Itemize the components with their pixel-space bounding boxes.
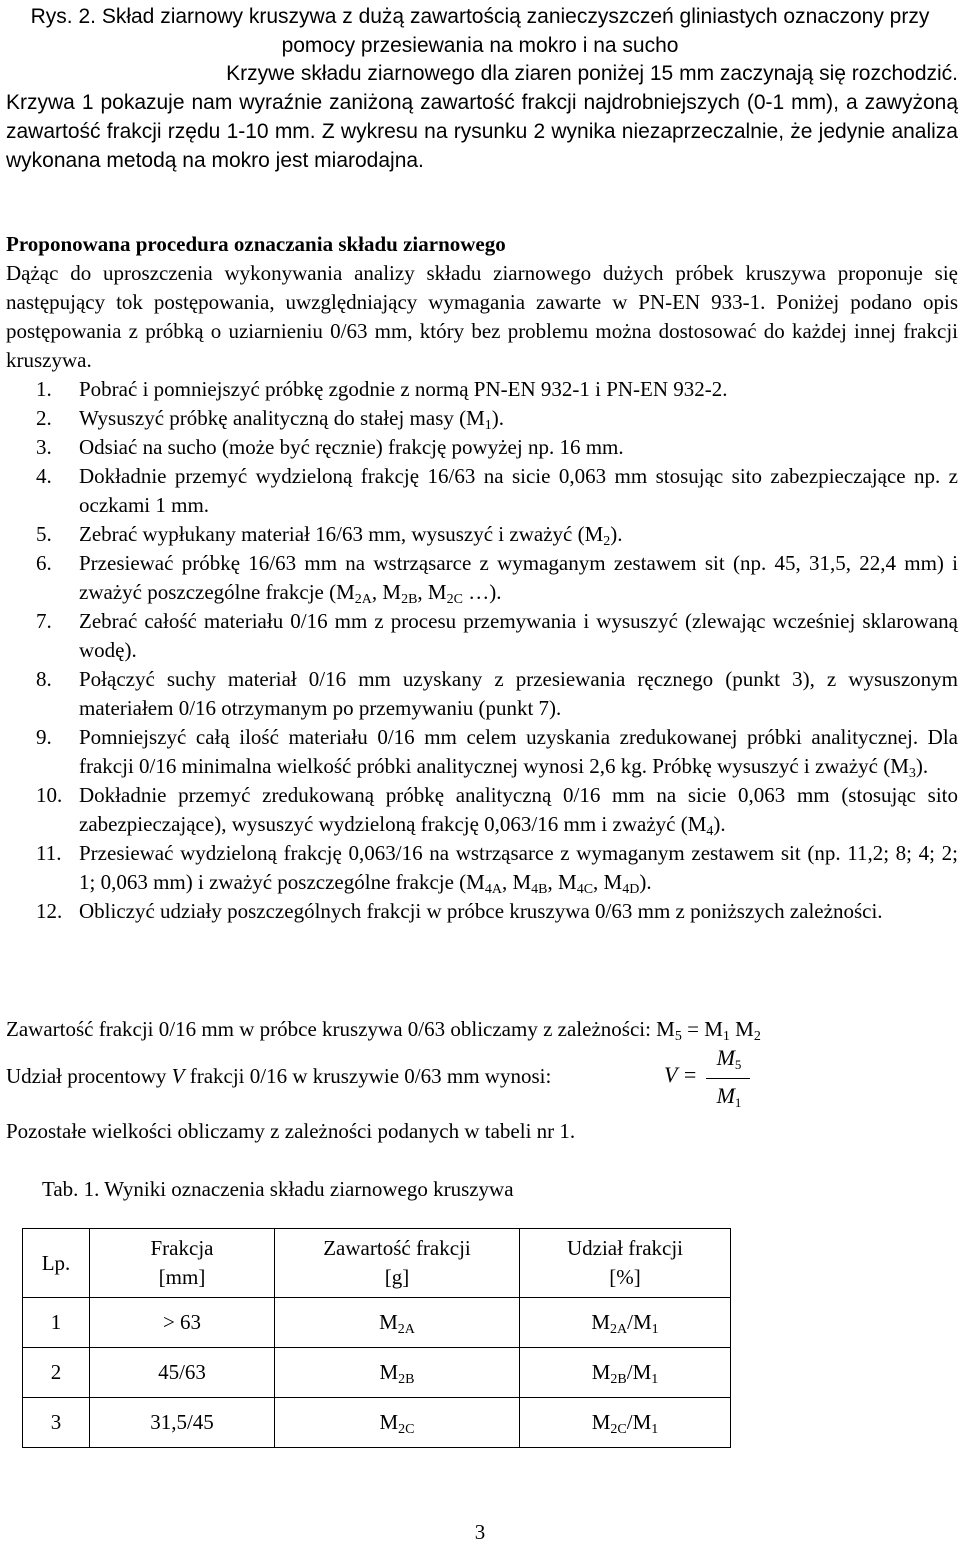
step-text: Dokładnie przemyć zredukowaną próbkę analityczną 0/16 mm na sicie 0,063 mm (stosując sito zabezpieczające), wysuszyć wydzieloną frakcję 0,063/16 mm i zważyć (M [79, 783, 958, 836]
fraction-numerator [706, 1045, 752, 1071]
cell-subscript: 2B [398, 1372, 415, 1387]
cell-lp: 2 [23, 1348, 90, 1398]
cell-symbol: /M [626, 1360, 652, 1384]
cell-subscript: 2A [610, 1322, 628, 1337]
paragraph-line-1: Krzywe składu ziarnowego dla ziaren poniżej 15 mm zaczynają się rozchodzić. [226, 62, 958, 85]
step-number: 8. [36, 667, 52, 691]
step-item [6, 433, 958, 462]
step-tail: …). [462, 580, 502, 604]
cell-mass [275, 1398, 520, 1448]
procedure-steps [6, 375, 958, 926]
step-tail: ). [610, 522, 623, 546]
cell-share [520, 1298, 731, 1348]
table-header-cell [520, 1229, 731, 1298]
formula-subscript: 5 [674, 1029, 682, 1044]
step-tail: , M [593, 870, 623, 894]
step-tail: ). [915, 754, 929, 778]
formula-variable: V [171, 1064, 185, 1088]
cell-symbol: M [379, 1410, 399, 1434]
step-tail: , M [417, 580, 447, 604]
cell-symbol: M [591, 1310, 611, 1334]
step-tail: , M [371, 580, 402, 604]
section-heading: Proponowana procedura oznaczania składu ziarnowego [6, 232, 506, 256]
cell-share [520, 1398, 731, 1448]
step-number: 3. [36, 435, 52, 459]
step-subscript: 3 [908, 766, 916, 781]
step-text: Pobrać i pomniejszyć próbkę zgodnie z normą PN-EN 932-1 i PN-EN 932-2. [79, 377, 728, 401]
step-number: 9. [36, 725, 52, 749]
paragraph-body: Krzywa 1 pokazuje nam wyraźnie zaniżoną zawartość frakcji najdrobniejszych (0-1 mm), a zawyżoną zawartość frakcji rzędu 1-10 mm. Z wykresu na rysunku 2 wynika niezaprzeczalnie, że jedynie analiza wykonana metodą na mokro jest miarodajna. [6, 91, 958, 172]
table-header-cell [90, 1229, 275, 1298]
cell-fraction: 31,5/45 [90, 1398, 275, 1448]
cell-lp: 3 [23, 1398, 90, 1448]
step-tail: ). [491, 406, 505, 430]
step-item [6, 404, 958, 433]
formula-m5 [6, 1015, 761, 1044]
cell-fraction: > 63 [90, 1298, 275, 1348]
cell-symbol: M [379, 1310, 398, 1334]
formula-percentage [6, 1062, 551, 1091]
formula-note: Pozostałe wielkości obliczamy z zależności podanych w tabeli nr 1. [6, 1119, 576, 1143]
formula-text: Udział procentowy [6, 1064, 172, 1088]
step-item [6, 607, 958, 665]
paragraph-curves [6, 59, 958, 175]
step-subscript: 1 [484, 418, 492, 433]
formula-text: = M [681, 1017, 723, 1041]
formula-text: Zawartość frakcji 0/16 mm w próbce kruszywa 0/63 obliczamy z zależności: M [6, 1017, 675, 1041]
results-table [22, 1228, 731, 1448]
step-text: Zebrać wypłukany materiał 16/63 mm, wysuszyć i zważyć (M [79, 522, 604, 546]
step-subscript: 4A [484, 882, 502, 897]
header-line: Lp. [41, 1250, 71, 1275]
fraction-subscript: 5 [734, 1057, 742, 1072]
step-subscript: 4B [531, 882, 548, 897]
step-item [6, 897, 958, 926]
step-subscript: 2B [401, 592, 418, 607]
section-intro: Dążąc do uproszczenia wykonywania analizy składu ziarnowego dużych próbek kruszywa proponuje się następujący tok postępowania, uwzględniający wymagania zawarte w PN-EN 933-1. Poniżej podano opis postępowania z próbką o uziarnieniu 0/63 mm, który bez problemu można dostosować do każdej innej frakcji kruszywa. [6, 261, 958, 372]
step-subscript: 2 [603, 534, 611, 549]
step-item [6, 839, 958, 897]
step-number: 2. [36, 406, 52, 430]
step-item [6, 549, 958, 607]
step-item [6, 723, 958, 781]
header-line: [mm] [158, 1265, 206, 1289]
cell-subscript: 2A [397, 1322, 415, 1337]
cell-subscript: 2B [610, 1372, 627, 1387]
procedure-section [6, 230, 958, 926]
table-row [23, 1398, 731, 1448]
step-number: 4. [36, 464, 52, 488]
step-subscript: 4C [576, 882, 594, 897]
cell-subscript: 2C [398, 1422, 415, 1437]
header-line: Frakcja [150, 1236, 214, 1260]
cell-symbol: M [591, 1360, 611, 1384]
step-number: 11. [36, 841, 62, 865]
table-header-cell [275, 1229, 520, 1298]
figure-caption: Rys. 2. Skład ziarnowy kruszywa z dużą zawartością zanieczyszczeń gliniastych oznaczony przy pomocy przesiewania na mokro i na sucho [30, 5, 930, 57]
cell-share [520, 1348, 731, 1398]
cell-mass [275, 1348, 520, 1398]
table-header-row [23, 1229, 731, 1298]
formula-subscript: 2 [753, 1029, 761, 1044]
fraction-bar [706, 1078, 750, 1079]
cell-lp: 1 [23, 1298, 90, 1348]
step-text: Zebrać całość materiału 0/16 mm z procesu przemywania i wysuszyć (zlewając wcześniej sklarowaną wodę). [79, 609, 958, 662]
formula-text: frakcji 0/16 w kruszywie 0/63 mm wynosi: [184, 1064, 552, 1088]
step-text: Przesiewać próbkę 16/63 mm na wstrząsarce z wymaganym zestawem sit (np. 45, 31,5, 22,4 mm) i zważyć poszczególne frakcje (M [79, 551, 958, 604]
step-tail: ). [639, 870, 652, 894]
cell-subscript: 1 [651, 1422, 659, 1437]
step-number: 10. [36, 783, 63, 807]
step-item [6, 375, 958, 404]
formula-lhs [664, 1062, 697, 1088]
step-item [6, 665, 958, 723]
step-subscript: 4 [706, 824, 714, 839]
cell-symbol: M [591, 1410, 611, 1434]
step-item [6, 520, 958, 549]
step-text: Odsiać na sucho (może być ręcznie) frakcję powyżej np. 16 mm. [79, 435, 624, 459]
fraction-denominator [706, 1083, 752, 1109]
cell-symbol: /M [626, 1410, 652, 1434]
step-subscript: 2C [446, 592, 463, 607]
header-line: [g] [384, 1265, 410, 1289]
header-line: [%] [609, 1265, 641, 1289]
step-tail: , M [501, 870, 532, 894]
step-tail: , M [547, 870, 577, 894]
cell-fraction: 45/63 [90, 1348, 275, 1398]
step-number: 5. [36, 522, 52, 546]
cell-subscript: 1 [651, 1372, 659, 1387]
formula-variable: V = [664, 1062, 698, 1087]
step-text: Przesiewać wydzieloną frakcję 0,063/16 na wstrząsarce z wymaganym zestawem sit (np. 11,2; 8; 4; 2; 1; 0,063 mm) i zważyć poszczególne frakcje (M [79, 841, 958, 894]
table-caption: Tab. 1. Wyniki oznaczenia składu ziarnowego kruszywa [42, 1177, 514, 1201]
step-text: Dokładnie przemyć wydzieloną frakcję 16/63 na sicie 0,063 mm stosując sito zabezpieczające np. z oczkami 1 mm. [79, 464, 958, 517]
table-header-cell [23, 1229, 90, 1298]
step-tail: ). [713, 812, 726, 836]
step-subscript: 4D [622, 882, 640, 897]
cell-symbol: M [379, 1360, 399, 1384]
formula-text: M [729, 1017, 754, 1041]
step-number: 7. [36, 609, 52, 633]
fraction-symbol: M [716, 1083, 735, 1108]
cell-mass [275, 1298, 520, 1348]
step-number: 6. [36, 551, 52, 575]
table-row [23, 1348, 731, 1398]
table-row [23, 1298, 731, 1348]
fraction-symbol: M [716, 1045, 735, 1070]
step-text: Obliczyć udziały poszczególnych frakcji w próbce kruszywa 0/63 mm z poniższych zależności. [79, 899, 883, 923]
step-item [6, 781, 958, 839]
header-line: Zawartość frakcji [323, 1236, 471, 1260]
step-item [6, 462, 958, 520]
header-line: Udział frakcji [566, 1236, 684, 1260]
step-text: Wysuszyć próbkę analityczną do stałej masy (M [79, 406, 485, 430]
cell-subscript: 1 [651, 1322, 659, 1337]
fraction-subscript: 1 [734, 1095, 742, 1110]
step-text: Połączyć suchy materiał 0/16 mm uzyskany z przesiewania ręcznego (punkt 3), z wysuszonym materiałem 0/16 otrzymanym po przemywaniu (punkt 7). [79, 667, 958, 720]
step-text: Pomniejszyć całą ilość materiału 0/16 mm celem uzyskania zredukowanej próbki analitycznej. Dla frakcji 0/16 minimalna wielkość próbki analitycznej wynosi 2,6 kg. Próbkę wysuszyć i zważyć (M [79, 725, 958, 778]
step-subscript: 2A [354, 592, 372, 607]
cell-symbol: /M [627, 1310, 652, 1334]
step-number: 1. [36, 377, 52, 401]
page-number: 3 [474, 1520, 486, 1544]
formula-subscript: 1 [722, 1029, 730, 1044]
step-number: 12. [36, 899, 63, 923]
cell-subscript: 2C [610, 1422, 627, 1437]
